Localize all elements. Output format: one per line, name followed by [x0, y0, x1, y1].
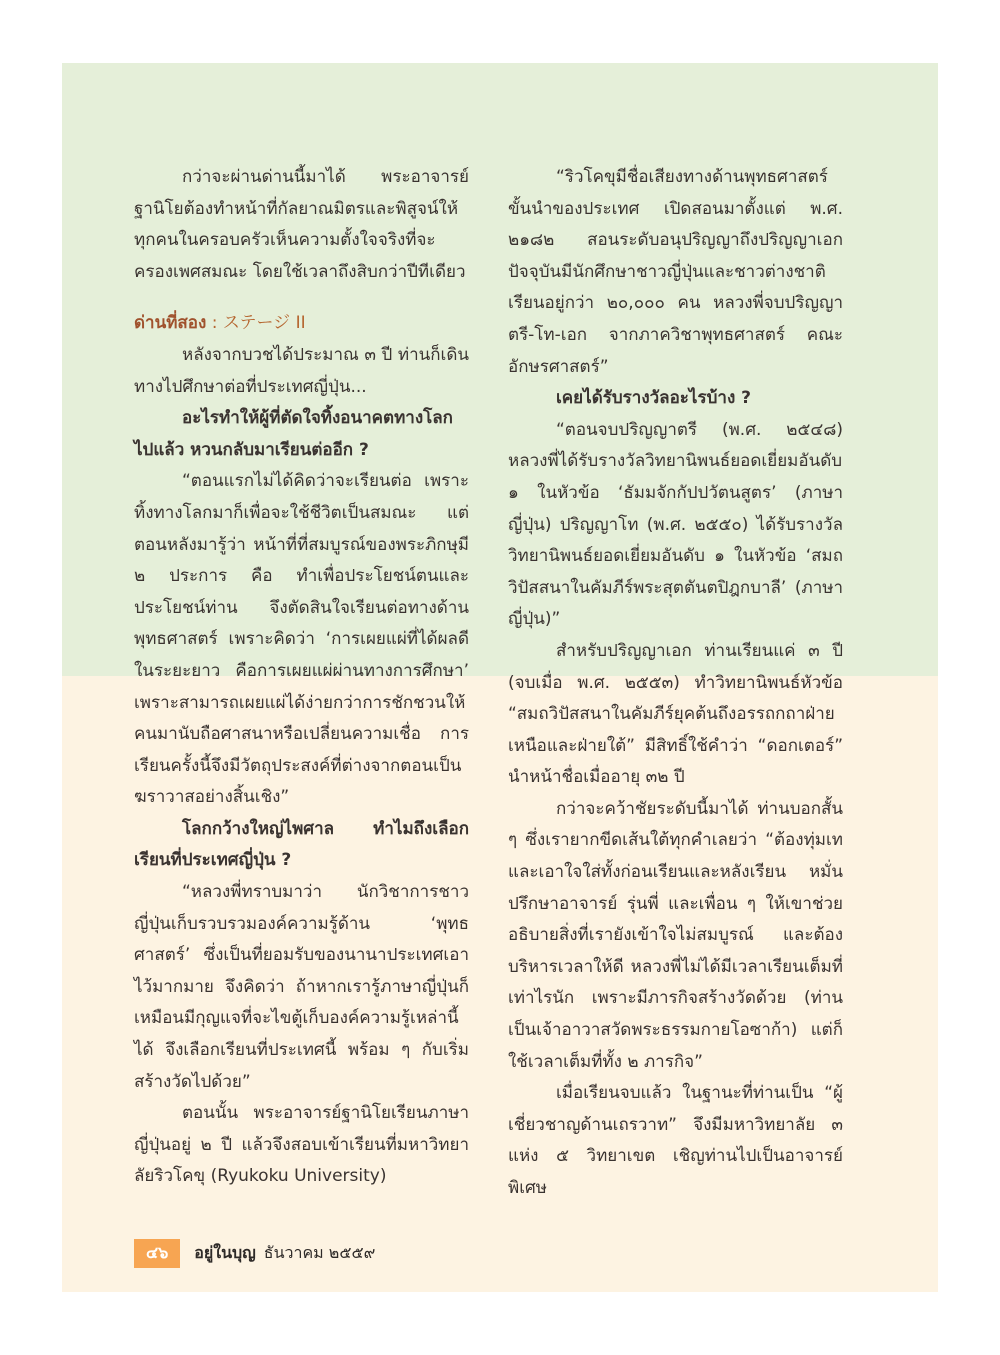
paragraph: กว่าจะคว้าชัยระดับนี้มาได้ ท่านบอกสั้น ๆ ซึ่งเรายากขีดเส้นใต้ทุกคำเลยว่า “ต้องทุ่มเทและเอาใจใส่ทั้งก่อนเรียนและหลังเรียน หมั่นปรึกษาอาจารย์ รุ่นพี่ และเพื่อน ๆ ให้เขาช่วยอธิบายสิ่งที่เรายังเข้าใจไม่สมบูรณ์ และต้องบริหารเวลาให้ดี หลวงพี่ไม่ได้มีเวลาเรียนเต็มที่เท่าไรนัก เพราะมีภารกิจสร้างวัดด้วย (ท่านเป็นเจ้าอาวาสวัดพระธรรมกายโอซาก้า) แต่ก็ใช้เวลาเต็มที่ทั้ง ๒ ภารกิจ”	[508, 798, 843, 1072]
paragraph: ตอนนั้น พระอาจารย์ฐานิโยเรียนภาษาญี่ปุ่นอยู่ ๒ ปี แล้วจึงสอบเข้าเรียนที่มหาวิทยาลัยริวโคขุ (Ryukoku University)	[134, 1103, 469, 1187]
paragraph: “ตอนแรกไม่ได้คิดว่าจะเรียนต่อ เพราะทิ้งทางโลกมาก็เพื่อจะใช้ชีวิตเป็นสมณะ แต่ตอนหลังมารู้ว่า หน้าที่ที่สมบูรณ์ของพระภิกษุมี ๒ ประการ คือ ทำเพื่อประโยชน์ตนและประโยชน์ท่าน จึงตัดสินใจเรียนต่อทางด้านพุทธศาสตร์ เพราะคิดว่า ‘การเผยแผ่ที่ได้ผลดีในระยะยาว คือการเผยแผ่ผ่านทางการศึกษา’ เพราะสามารถเผยแผ่ได้ง่ายกว่าการชักชวนให้คนมานับถือศาสนาหรือเปลี่ยนความเชื่อ การเรียนครั้งนี้จึงมีวัตถุประสงค์ที่ต่างจากตอนเป็นฆราวาสอย่างสิ้นเชิง”	[134, 471, 469, 808]
section-heading-subtitle: : ステージ II	[206, 313, 306, 334]
question-heading: โลกกว้างใหญ่ไพศาล ทำไมถึงเลือกเรียนที่ประเทศญี่ปุ่น ?	[134, 818, 469, 871]
paragraph: “ริวโคขุมีชื่อเสียงทางด้านพุทธศาสตร์ขั้นนำของประเทศ เปิดสอนมาตั้งแต่ พ.ศ. ๒๑๘๒ สอนระดับอนุปริญญาถึงปริญญาเอก ปัจจุบันมีนักศึกษาชาวญี่ปุ่นและชาวต่างชาติเรียนอยู่กว่า ๒๐,๐๐๐ คน หลวงพี่จบปริญญาตรี-โท-เอก จากภาควิชาพุทธศาสตร์ คณะอักษรศาสตร์”	[508, 167, 843, 377]
page-footer	[134, 1240, 375, 1266]
paragraph: “ตอนจบปริญญาตรี (พ.ศ. ๒๕๔๘) หลวงพี่ได้รับรางวัลวิทยานิพนธ์ยอดเยี่ยมอันดับ ๑ ในหัวข้อ ‘ธัมมจักกัปปวัตนสูตร’ (ภาษาญี่ปุ่น) ปริญญาโท (พ.ศ. ๒๕๕๐) ได้รับรางวัลวิทยานิพนธ์ยอดเยี่ยมอันดับ ๑ ในหัวข้อ ‘สมถวิปัสสนาในคัมภีร์พระสุตตันตปิฎกบาลี’ (ภาษาญี่ปุ่น)”	[508, 419, 843, 630]
right-column	[508, 162, 843, 1205]
section-heading-title: ด่านที่สอง	[134, 313, 207, 334]
left-column	[134, 162, 469, 1193]
paragraph: “หลวงพี่ทราบมาว่า นักวิชาการชาวญี่ปุ่นเก็บรวบรวมองค์ความรู้ด้าน ‘พุทธศาสตร์’ ซึ่งเป็นที่ยอมรับของนานาประเทศเอาไว้มากมาย จึงคิดว่า ถ้าหากเรารู้ภาษาญี่ปุ่นก็เหมือนมีกุญแจที่จะไขตู้เก็บองค์ความรู้เหล่านี้ได้ จึงเลือกเรียนที่ประเทศนี้ พร้อม ๆ กับเริ่มสร้างวัดไปด้วย”	[134, 882, 469, 1092]
issue-date: ธันวาคม ๒๕๕๙	[263, 1242, 376, 1262]
paragraph: เมื่อเรียนจบแล้ว ในฐานะที่ท่านเป็น “ผู้เชี่ยวชาญด้านเถรวาท” จึงมีมหาวิทยาลัย ๓ แห่ง ๕ วิทยาเขต เชิญท่านไปเป็นอาจารย์พิเศษ	[508, 1083, 843, 1198]
section-heading	[134, 308, 469, 340]
paragraph: สำหรับปริญญาเอก ท่านเรียนแค่ ๓ ปี (จบเมื่อ พ.ศ. ๒๕๕๓) ทำวิทยานิพนธ์หัวข้อ “สมถวิปัสสนาในคัมภีร์ยุคต้นถึงอรรถกถาฝ่ายเหนือและฝ่ายใต้” มีสิทธิ์ใช้คำว่า “ดอกเตอร์” นำหน้าชื่อเมื่ออายุ ๓๒ ปี	[508, 640, 843, 788]
magazine-title: อยู่ในบุญ	[194, 1242, 256, 1262]
question-heading: อะไรทำให้ผู้ที่ตัดใจทิ้งอนาคตทางโลกไปแล้ว หวนกลับมาเรียนต่ออีก ?	[134, 408, 453, 460]
paragraph: กว่าจะผ่านด่านนี้มาได้ พระอาจารย์ฐานิโยต้องทำหน้าที่กัลยาณมิตรและพิสูจน์ให้ทุกคนในครอบครัวเห็นความตั้งใจจริงที่จะครองเพศสมณะ โดยใช้เวลาถึงสิบกว่าปีทีเดียว	[134, 167, 469, 282]
paragraph: หลังจากบวชได้ประมาณ ๓ ปี ท่านก็เดินทางไปศึกษาต่อที่ประเทศญี่ปุ่น...	[134, 344, 469, 397]
question-heading: เคยได้รับรางวัลอะไรบ้าง ?	[556, 388, 752, 409]
page-number-badge: ๔๖	[134, 1239, 180, 1268]
